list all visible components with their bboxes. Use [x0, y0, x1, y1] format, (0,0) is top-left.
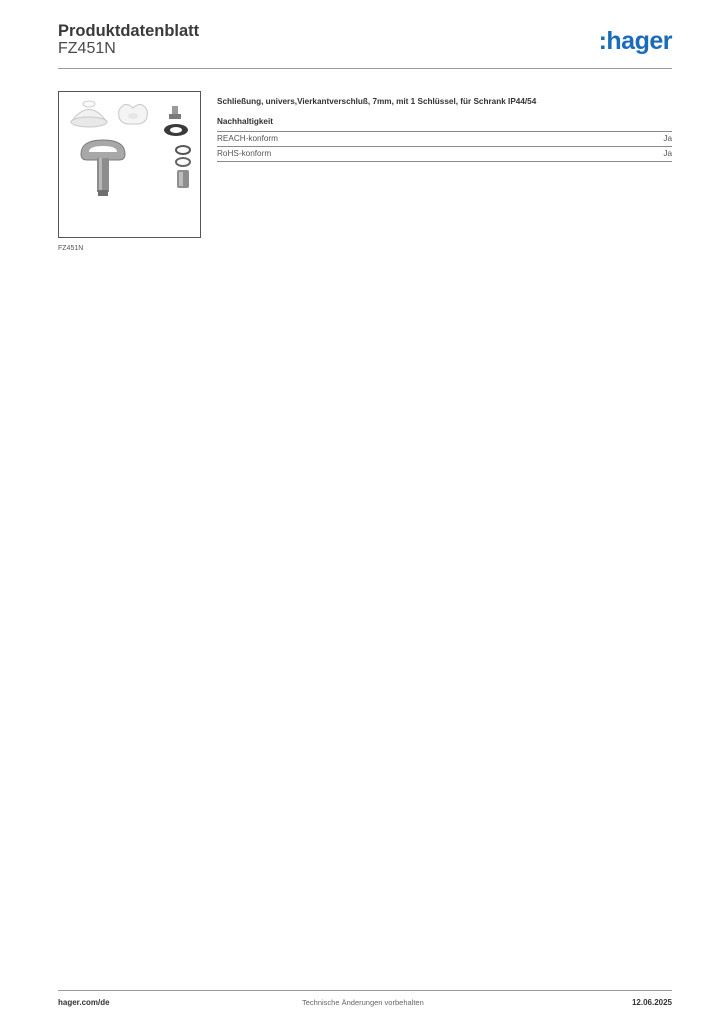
attribute-label: RoHS-konform: [217, 149, 272, 158]
lock-kit-illustration: [59, 92, 200, 237]
attribute-value: Ja: [663, 149, 672, 158]
product-image: [58, 91, 201, 238]
footer-website-link[interactable]: hager.com/de: [58, 998, 110, 1007]
section-title-sustainability: Nachhaltigkeit: [217, 117, 672, 132]
footer-disclaimer: Technische Änderungen vorbehalten: [302, 998, 424, 1007]
product-details: [217, 97, 672, 162]
product-code: FZ451N: [58, 40, 116, 57]
image-caption: FZ451N: [58, 245, 84, 252]
attribute-value: Ja: [663, 134, 672, 143]
attribute-label: REACH-konform: [217, 134, 278, 143]
hager-logo: :hager: [598, 27, 672, 55]
product-description: Schließung, univers,Vierkantverschluß, 7mm, mit 1 Schlüssel, für Schrank IP44/54: [217, 97, 537, 106]
attribute-row-rohs: [217, 147, 672, 162]
attribute-row-reach: [217, 132, 672, 147]
footer-date: 12.06.2025: [631, 998, 672, 1007]
page-title: Produktdatenblatt: [58, 22, 200, 40]
footer-divider: [58, 990, 672, 991]
logo-text: hager: [606, 27, 672, 55]
header-divider: [58, 68, 672, 69]
